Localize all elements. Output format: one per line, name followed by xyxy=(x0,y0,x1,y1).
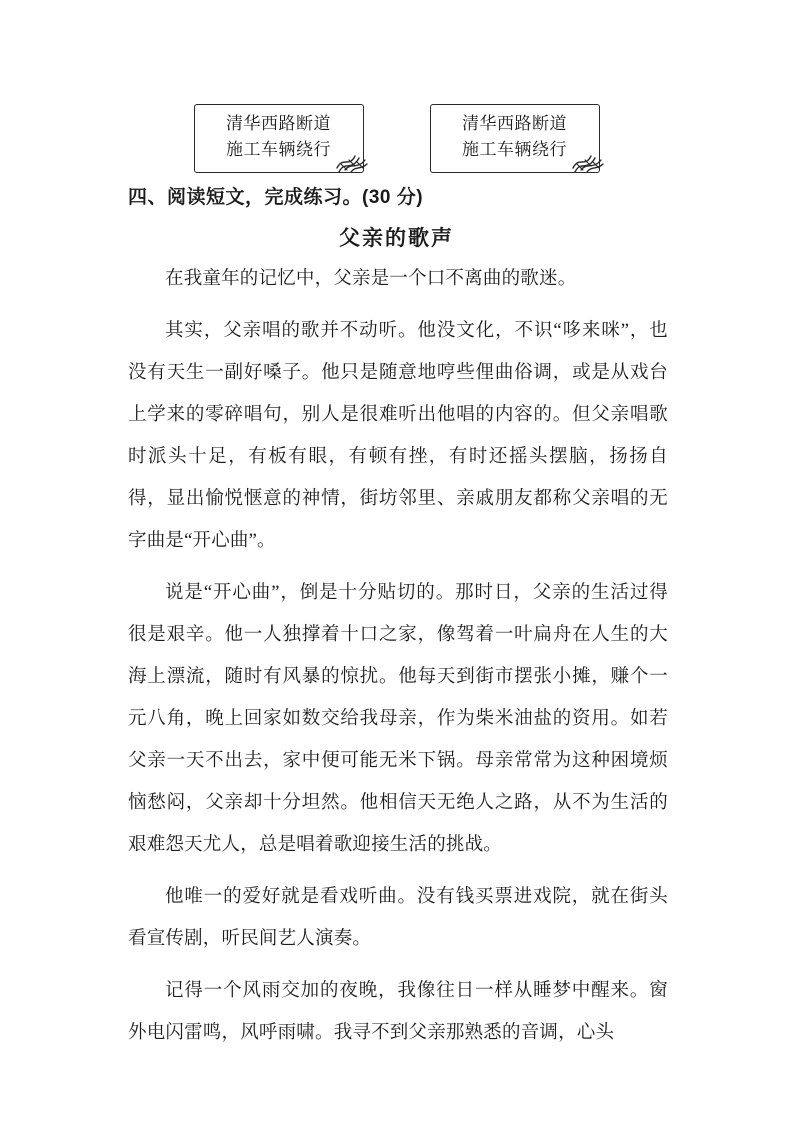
sign-box-2-line-2: 施工车辆绕行 xyxy=(462,140,567,160)
sign-box-1-line-1: 清华西路断道 xyxy=(226,114,331,133)
article-paragraph: 在我童年的记忆中，父亲是一个口不离曲的歌迷。 xyxy=(165,269,577,289)
sign-boxes-row xyxy=(0,104,793,173)
sign-box-1 xyxy=(194,104,364,173)
article-paragraph: 其实，父亲唱的歌并不动听。他没文化，不识“哆来咪”，也没有天生一副好嗓子。他只是随意地哼些俚曲俗调，或是从戏台上学来的零碎唱句，别人是很难听出他唱的内容的。但父亲唱歌时派头十足，有板有眼，有顿有挫，有时还摇头摆脑，扬扬自得，显出愉悦惬意的神情，街坊邻里、亲戚朋友都称父亲唱的无字曲是“开心曲”。 xyxy=(128,321,668,551)
article-paragraph: 说是“开心曲”，倒是十分贴切的。那时日，父亲的生活过得很是艰辛。他一人独撑着十口之家，像驾着一叶扁舟在人生的大海上漂流，随时有风暴的惊扰。他每天到街市摆张小摊，赚个一元八角，晚上回家如数交给我母亲，作为柴米油盐的资用。如若父亲一天不出去，家中便可能无米下锅。母亲常常为这种困境烦恼愁闷，父亲却十分坦然。他相信天无绝人之路，从不为生活的艰难怨天尤人，总是唱着歌迎接生活的挑战。 xyxy=(128,583,668,855)
article-paragraph: 记得一个风雨交加的夜晚，我像往日一样从睡梦中醒来。窗外电闪雷鸣，风呼雨啸。我寻不到父亲那熟悉的音调，心头 xyxy=(128,981,668,1043)
sign-box-2 xyxy=(430,104,600,173)
sign-box-2-line-1: 清华西路断道 xyxy=(462,114,567,133)
section-heading: 四、阅读短文，完成练习。(30 分) xyxy=(128,187,424,208)
article-body xyxy=(128,258,668,1054)
article-paragraph: 他唯一的爱好就是看戏听曲。没有钱买票进戏院，就在街头看宣传剧，听民间艺人演奏。 xyxy=(128,887,668,949)
sign-box-1-line-2: 施工车辆绕行 xyxy=(226,140,331,160)
article-title: 父亲的歌声 xyxy=(339,226,454,250)
